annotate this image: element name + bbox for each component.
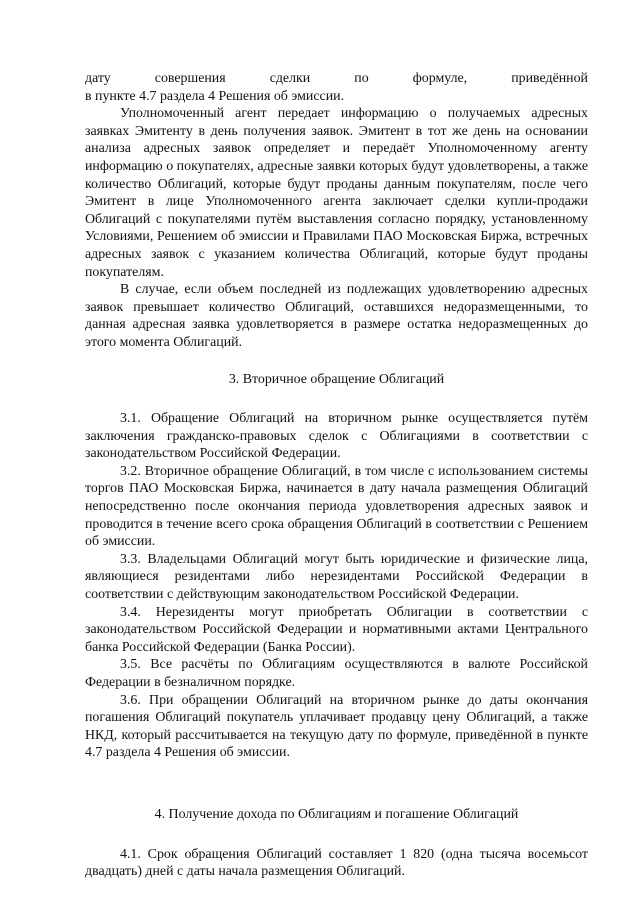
section-3-title: 3. Вторичное обращение Облигаций	[228, 371, 445, 387]
paragraph-last-order: В случае, если объем последней из подлежащих удовлетворению адресных заявок превышает количество Облигаций, оставшихся недоразмещенными, то данная адресная заявка удовлетворяется в размере остатка недоразмещенных до этого момента Облигаций.	[85, 282, 588, 350]
clause-3-5: 3.5. Все расчёты по Облигациям осуществляются в валюте Российской Федерации в безналичном порядке.	[85, 657, 588, 690]
paragraph-agent-info: Уполномоченный агент передает информацию о получаемых адресных заявках Эмитенту в день получения заявок. Эмитент в тот же день на основании анализа адресных заявок определяет и передаёт Уполномоченному агенту информацию о покупателях, адресные заявки которых будут удовлетворены, а также количество Облигаций, которые будут проданы данным покупателям, после чего Эмитент в лице Уполномоченного агента заключает сделки купли-продажи Облигаций с покупателями путём выставления согласно порядку, установленному Условиями, Решением об эмиссии и Правилами ПАО Московская Биржа, встречных адресных заявок с указанием количества Облигаций, которые будут проданы покупателям.	[85, 106, 588, 280]
document-page	[85, 70, 588, 881]
clause-3-3: 3.3. Владельцами Облигаций могут быть юридические и физические лица, являющиеся резидентами либо нерезидентами Российской Федерации в соответствии с действующим законодательством Российской Федерации.	[85, 551, 588, 603]
clause-3-2: 3.2. Вторичное обращение Облигаций, в том числе с использованием системы торгов ПАО Московская Биржа, начинается в дату начала размещения Облигаций непосредственно после окончания периода удовлетворения адресных заявок и проводится в течение всего срока обращения Облигаций в соответствии с Решением об эмиссии.	[85, 463, 588, 550]
paragraph-continuation-line2: в пункте 4.7 раздела 4 Решения об эмиссии.	[85, 88, 345, 104]
section-4-title: 4. Получение дохода по Облигациям и погашение Облигаций	[154, 806, 519, 822]
paragraph-continuation-line1: дату совершения сделки по формуле, приведённой	[85, 71, 588, 86]
clause-3-4: 3.4. Нерезиденты могут приобретать Облигации в соответствии с законодательством Российской Федерации и нормативными актами Центрального банка Российской Федерации (Банка России).	[85, 604, 588, 655]
clause-3-6: 3.6. При обращении Облигаций на вторичном рынке до даты окончания погашения Облигаций покупатель уплачивает продавцу цену Облигаций, а также НКД, который рассчитывается на текущую дату по формуле, приведённой в пункте 4.7 раздела 4 Решения об эмиссии.	[85, 692, 588, 761]
clause-3-1: 3.1. Обращение Облигаций на вторичном рынке осуществляется путём заключения гражданско-правовых сделок с Облигациями в соответствии с законодательством Российской Федерации.	[85, 411, 588, 462]
clause-4-1: 4.1. Срок обращения Облигаций составляет 1 820 (одна тысяча восемьсот двадцать) дней с даты начала размещения Облигаций.	[85, 846, 588, 880]
